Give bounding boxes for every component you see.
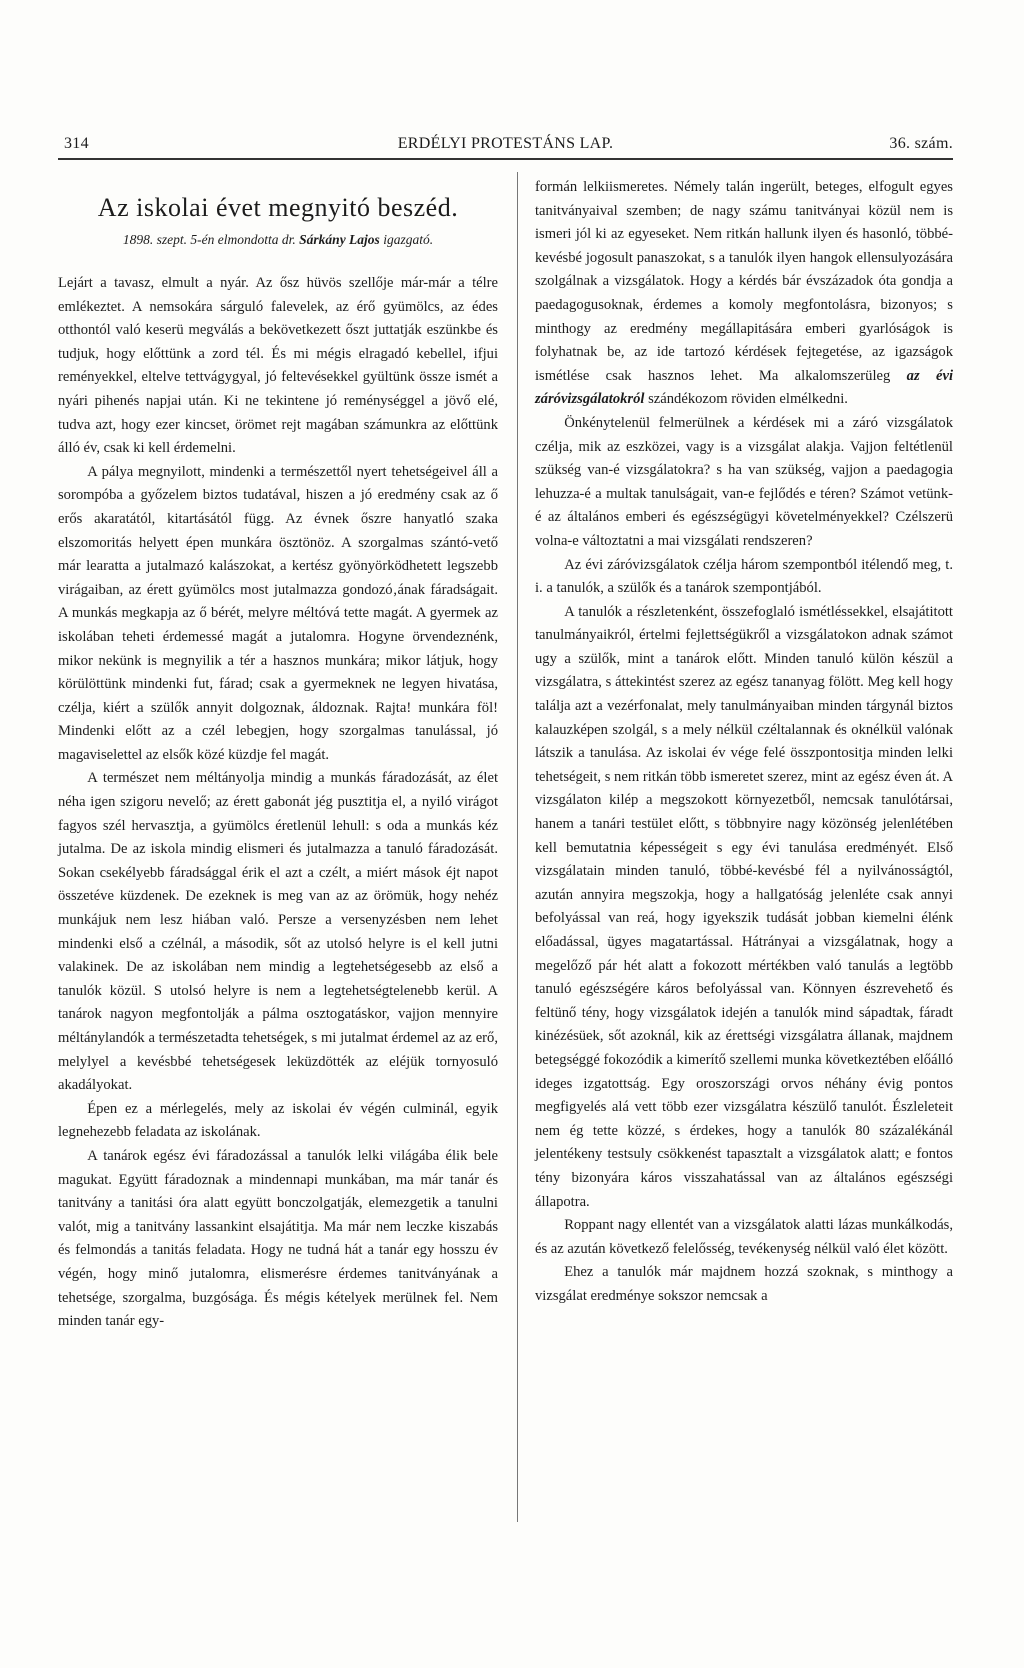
emphasis-text: az évi záróvizsgálatokról: [535, 367, 953, 408]
paragraph: Az évi záróvizsgálatok czélja három szempontból itélendő meg, t. i. a tanulók, a szülők és a tanárok szempontjából.: [535, 556, 953, 597]
left-column: [58, 176, 498, 1334]
page-number: 314: [64, 135, 89, 152]
paragraph-text: szándékozom röviden elmélkedni.: [644, 391, 848, 408]
header-rule: [58, 158, 953, 160]
paragraph: A tanulók a részletenként, összefoglaló ismétléssekkel, elsajátitott tanulmányaikról, értelmi fejlettségükről a vizsgálatokon adnak számot ugy a szülők, mint a tanárok előtt. Minden tanuló külön készül a vizsgálatra, s áttekintést szerez az egész tananyag fölött. Meg kell hogy találja azt a vezérfonalat, mely tanulmányaiban minden tárgynál biztos kalauzképen szolgál, s a mely nélkül czéltalannak és oknélkül valónak látszik a tanulása. Az iskolai év vége felé összpontositja minden lelki tehetségeit, s nem ritkán több ismeretet szerez, mint az egész éven át. A vizsgálaton kilép a megszokott környezetből, nemcsak tanulótársai, hanem a tanári testület előtt, s többnyire nagy közönség jelenlétében kell bemutatnia képességeit s egy évi tanulása eredményét. Első vizsgálatain minden tanuló, többé-kevésbé fél a nyilvánosságtól, azután annyira megszokja, hogy a hallgatóság jelenléte csak annyi befolyással van reá, hogy igyekszik tudását jobban kiemelni élénk előadással, ügyes magatartással. Hátrányai a vizsgálatnak, hogy a megelőző pár hét alatt a fokozott mértékben való tanulás a legtöbb tanuló egészségére káros befolyással van. Könnyen észrevehető és feltünő tény, hogy vizsgálatok idején a tanulók mind sápadtak, fáradt kinézésüek, sőt azoknál, kik az érettségi vizsgálatra állanak, majdnem betegséggé fokozódik a kimerítő szellemi munka következtében előálló ideges izgatottság. Egy oroszországi orvos néhány évig pontos megfigyelés alá vett több ezer vizsgálatra készülő tanulót. Észleleteit nem ég tette közzé, s érdekes, hogy a tanulók 80 százalékánál jelentékeny testsuly csökkenést tapasztalt a vizsgálatok alatt; e fontos tény bizonyára káros visszahatással van az általános egészségi állapotra.: [535, 603, 953, 1210]
paragraph: Önkénytelenül felmerülnek a kérdések mi a záró vizsgálatok czélja, mik az eszközei, vagy is a vizsgálat alakja. Vajjon feltétlenül szükség van-é vizsgálatokra? s ha van szükség, vajjon a paedagogia lehuzza-é a multak tanulságait, van-e fejlődés e téren? Számot vetünk-é az általános emberi és egészségügyi követelményekkel? Czélszerü volna-e változtatni a mai vizsgálati rendszeren?: [535, 414, 953, 549]
byline-author: Sárkány Lajos: [299, 232, 380, 247]
paragraph: Ehez a tanulók már majdnem hozzá szoknak, s minthogy a vizsgálat eredménye sokszor nemcsak a: [535, 1264, 953, 1304]
paragraph: A pálya megnyilott, mindenki a természettől nyert tehetségeivel áll a sorompóba a győzelem biztos tudatával, hiszen a jó eredmény csak az ő erős akaratától, kitartásától függ. Az évnek őszre hanyatló szaka elszomoritás helyett épen munkára ösztönöz. A szorgalmas szántó-vető már learatta a jutalmazó kalászokat, a kertész gyönyörködhetett legszebb virágaiban, az érett gyümölcs most jutalmazza gondozó‚ának fáradságait. A munkás megkapja az ő bérét, melyre méltóvá tette magát. A gyermek az iskolában teheti érdemessé magát a jutalomra. Hogyne örvendeznénk, mikor nekünk is megnyilik a tér a hasznos munkára; mikor látjuk, hogy körülöttünk mindenki fut, fárad; csak a gyermeknek ne legyen hivatása, czélja, kiért a szülők annyit dolgoznak, áldoznak. Rajta! munkára föl! Mindenki előtt az a czél lebegjen, hogy szorgalmas tanulással, jó magaviselettel az elsők közé küzdje fel magát.: [58, 463, 498, 763]
column-divider: [517, 172, 518, 1522]
right-column: [535, 176, 953, 1309]
paragraph-text: formán lelkiismeretes. Némely talán ingerült, beteges, elfogult egyes tanitványaival szemben; de nagy számu tanitványai közül nem is ismeri jól ki az egyeseket. Nem ritkán hallunk ilyen és hasonló, többé-kevésbé jogosult panaszokat, s a tanulók ilyen hangok ellensulyozására szolgálnak a vizsgálatok. Hogy a kérdés bár évszázadok óta gondja a paedagogusoknak, érdemes a komoly megfontolásra, bizonyos; s minthogy az eredmény megállapitására emberi gyarlóságok is folyhatnak be, az ide tartozó kérdések fejtegetése, az igazságok ismétlése csak hasznos lehet. Ma alkalomszerüleg: [535, 179, 953, 384]
byline-date: 1898. szept. 5-én elmondotta dr.: [122, 232, 300, 247]
paragraph: Roppant nagy ellentét van a vizsgálatok alatti lázas munkálkodás, és az azután következő felelősség, tevékenység nélkül való élet között.: [535, 1217, 953, 1257]
journal-title: ERDÉLYI PROTESTÁNS LAP.: [397, 135, 614, 152]
page-header: [58, 131, 953, 155]
paragraph: Lejárt a tavasz, elmult a nyár. Az ősz hüvös szellője már-már a télre emlékeztet. A nemsokára sárguló falevelek, az érő gyümölcs, az édes otthontól való keserü megválás a bekövetkezett őszt juttatják eszünkbe és tudjuk, hogy előttünk a zord tél. És mi mégis elragadó kebellel, ifjui reményekkel, eltelve tettvágygyal, jó feltevésekkel gyültünk össze ismét a nyári pihenés napjai után. Ki ne tekintene jó reménységgel a jövő elé, tudva azt, hogy ezer kincset, örömet rejt magában számunkra az előttünk álló év, csak ki kell érdemelni.: [58, 275, 498, 457]
issue-number: 36. szám.: [889, 135, 953, 152]
paragraph: A természet nem méltányolja mindig a munkás fáradozását, az élet néha igen szigoru nevelő; az érett gabonát jég pusztitja el, a nyiló virágot fagyos szél hervasztja, a gyümölcs éretlenül lehull: s oda a munkás kéz jutalma. De az iskola mindig elismeri és jutalmazza a tanuló fáradozását. Sokan csekélyebb fáradsággal érik el azt a czélt, a miért mások éjt napot összetéve küzdenek. De ezeknek is meg van az az örömük, hogy nehéz munkájuk nem lesz hiában való. Persze a versenyzésben nem lehet mindenki első a czélnál, a második, sőt az utolsó helyre is el kell jutni valakinek. De az iskolában nem mindig a legtehetségesebb az első a tanulók közül. S utolsó helyre is nem a legtehetségtelenebb kerül. A tanárok nagyon megfontolják a pálma osztogatáskor, vajjon mennyire méltánylandók a természetadta tehetségek, s mi jutalmat érdemel az az erő, melylyel a kevésbbé tehetségesek leküzdötték az eléjük tornyosuló akadályokat.: [58, 770, 498, 1094]
byline-role: igazgató.: [379, 232, 434, 247]
article-byline: [58, 230, 498, 250]
paragraph: A tanárok egész évi fáradozással a tanulók lelki világába élik bele magukat. Együtt fáradoznak a mindennapi munkában, ma már tanár és tanitvány a tanitási óra alatt együtt bonczolgatják, elemezgetik a tanulni valót, mig a tanitvány lassankint elsajátitja. Ma már nem leczke kiszabás és felmondás a tanitás feladata. Hogy ne tudná hát a tanár egy hosszu év végén, hogy minő jutalomra, elismerésre érdemes tanitványának a tehetsége, szorgalma, buzgósága. És mégis kételyek merülnek fel. Nem minden tanár egy-: [58, 1147, 498, 1330]
article-title: Az iskolai évet megnyitó beszéd.: [97, 193, 459, 222]
paragraph: [535, 176, 953, 412]
paragraph: Épen ez a mérlegelés, mely az iskolai év végén culminál, egyik legnehezebb feladata az iskolának.: [58, 1100, 498, 1141]
